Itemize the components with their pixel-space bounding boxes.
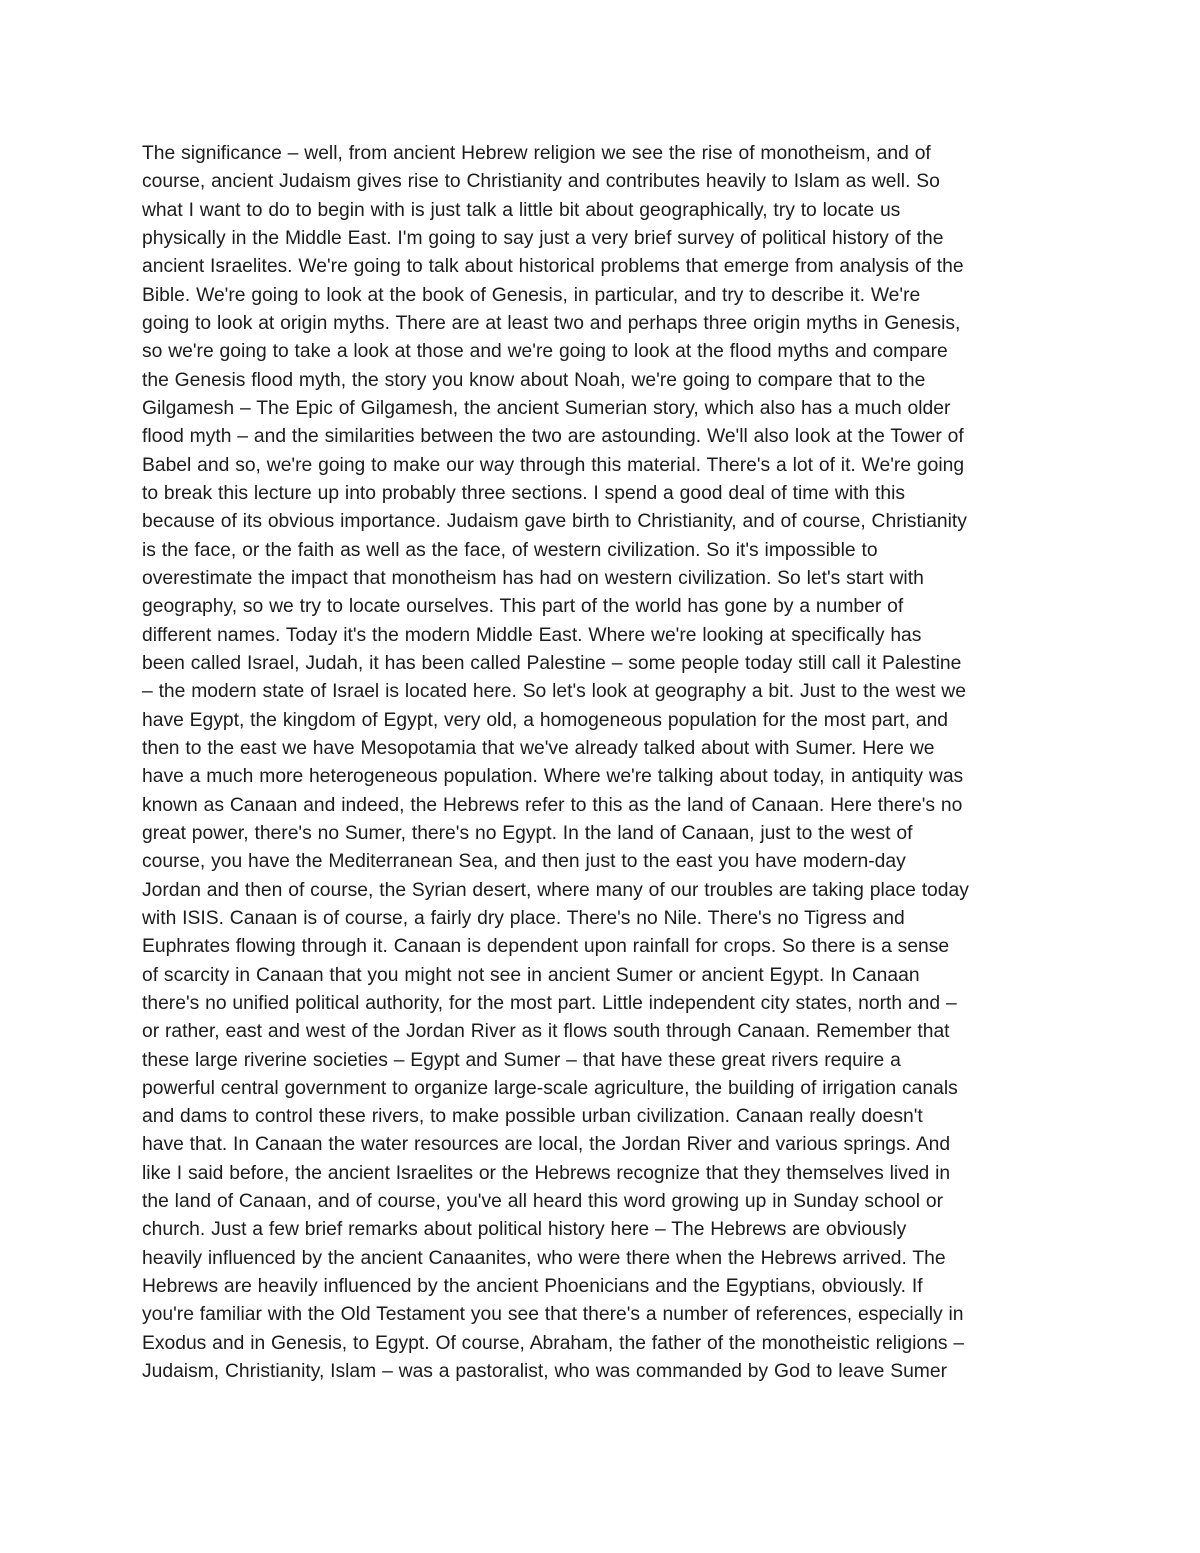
text-line: the land of Canaan, and of course, you've all heard this word growing up in Sunday school or bbox=[142, 1191, 944, 1213]
text-line: the Genesis flood myth, the story you know about Noah, we're going to compare that to the bbox=[142, 369, 926, 391]
text-line: Euphrates flowing through it. Canaan is dependent upon rainfall for crops. So there is a sense bbox=[142, 936, 950, 958]
text-line: have Egypt, the kingdom of Egypt, very old, a homogeneous population for the most part, and bbox=[142, 709, 949, 731]
text-line: – the modern state of Israel is located here. So let's look at geography a bit. Just to the west we bbox=[142, 681, 966, 703]
text-line: with ISIS. Canaan is of course, a fairly dry place. There's no Nile. There's no Tigress and bbox=[142, 907, 905, 929]
text-line: then to the east we have Mesopotamia that we've already talked about with Sumer. Here we bbox=[142, 737, 935, 759]
text-line: flood myth – and the similarities between the two are astounding. We'll also look at the Tower of bbox=[142, 426, 964, 448]
text-line: Gilgamesh – The Epic of Gilgamesh, the ancient Sumerian story, which also has a much older bbox=[142, 397, 951, 419]
text-line: there's no unified political authority, for the most part. Little independent city states, north and – bbox=[142, 992, 957, 1014]
text-line: like I said before, the ancient Israelites or the Hebrews recognize that they themselves lived in bbox=[142, 1162, 951, 1184]
text-line: overestimate the impact that monotheism has had on western civilization. So let's start with bbox=[142, 567, 924, 589]
text-line: is the face, or the faith as well as the face, of western civilization. So it's impossible to bbox=[142, 539, 878, 561]
text-line: Babel and so, we're going to make our way through this material. There's a lot of it. We're going bbox=[142, 454, 965, 476]
text-line: so we're going to take a look at those and we're going to look at the flood myths and compare bbox=[142, 341, 948, 363]
text-line: Hebrews are heavily influenced by the ancient Phoenicians and the Egyptians, obviously. If bbox=[142, 1276, 923, 1298]
text-line: The significance – well, from ancient Hebrew religion we see the rise of monotheism, and of bbox=[142, 143, 931, 164]
text-line: of scarcity in Canaan that you might not see in ancient Sumer or ancient Egypt. In Canaan bbox=[142, 964, 920, 986]
text-line: and dams to control these rivers, to make possible urban civilization. Canaan really doesn't bbox=[142, 1106, 923, 1128]
text-line: or rather, east and west of the Jordan River as it flows south through Canaan. Remember that bbox=[142, 1021, 950, 1043]
text-line: physically in the Middle East. I'm going to say just a very brief survey of political history of the bbox=[142, 227, 944, 249]
text-line: because of its obvious importance. Judaism gave birth to Christianity, and of course, Christianity bbox=[142, 511, 967, 533]
body-text bbox=[142, 140, 1072, 1386]
text-line: what I want to do to begin with is just talk a little bit about geographically, try to locate us bbox=[142, 199, 901, 221]
text-line: Judaism, Christianity, Islam – was a pastoralist, who was commanded by God to leave Sumer bbox=[142, 1361, 948, 1383]
text-line: have that. In Canaan the water resources are local, the Jordan River and various springs. And bbox=[142, 1134, 951, 1156]
text-line: course, ancient Judaism gives rise to Christianity and contributes heavily to Islam as well. So bbox=[142, 171, 940, 193]
text-line: heavily influenced by the ancient Canaanites, who were there when the Hebrews arrived. The bbox=[142, 1247, 946, 1269]
text-line: church. Just a few brief remarks about political history here – The Hebrews are obviously bbox=[142, 1219, 907, 1241]
text-line: going to look at origin myths. There are at least two and perhaps three origin myths in Genesis, bbox=[142, 312, 961, 334]
text-line: have a much more heterogeneous population. Where we're talking about today, in antiquity was bbox=[142, 766, 964, 788]
text-line: powerful central government to organize large-scale agriculture, the building of irrigation canals bbox=[142, 1077, 958, 1099]
text-line: course, you have the Mediterranean Sea, and then just to the east you have modern-day bbox=[142, 851, 906, 873]
text-line: Bible. We're going to look at the book of Genesis, in particular, and try to describe it. We're bbox=[142, 284, 921, 306]
text-line: to break this lecture up into probably three sections. I spend a good deal of time with this bbox=[142, 482, 906, 504]
text-line: ancient Israelites. We're going to talk about historical problems that emerge from analysis of the bbox=[142, 256, 964, 278]
text-line: you're familiar with the Old Testament you see that there's a number of references, especially in bbox=[142, 1304, 964, 1326]
text-line: Exodus and in Genesis, to Egypt. Of course, Abraham, the father of the monotheistic religions – bbox=[142, 1332, 965, 1354]
text-line: these large riverine societies – Egypt and Sumer – that have these great rivers require a bbox=[142, 1049, 901, 1071]
text-line: geography, so we try to locate ourselves. This part of the world has gone by a number of bbox=[142, 596, 904, 618]
text-line: Jordan and then of course, the Syrian desert, where many of our troubles are taking place today bbox=[142, 879, 969, 901]
text-line: known as Canaan and indeed, the Hebrews refer to this as the land of Canaan. Here there's no bbox=[142, 794, 963, 816]
text-line: different names. Today it's the modern Middle East. Where we're looking at specifically has bbox=[142, 624, 922, 646]
text-line: great power, there's no Sumer, there's no Egypt. In the land of Canaan, just to the west of bbox=[142, 822, 913, 844]
text-line: been called Israel, Judah, it has been called Palestine – some people today still call it Palestine bbox=[142, 652, 962, 674]
